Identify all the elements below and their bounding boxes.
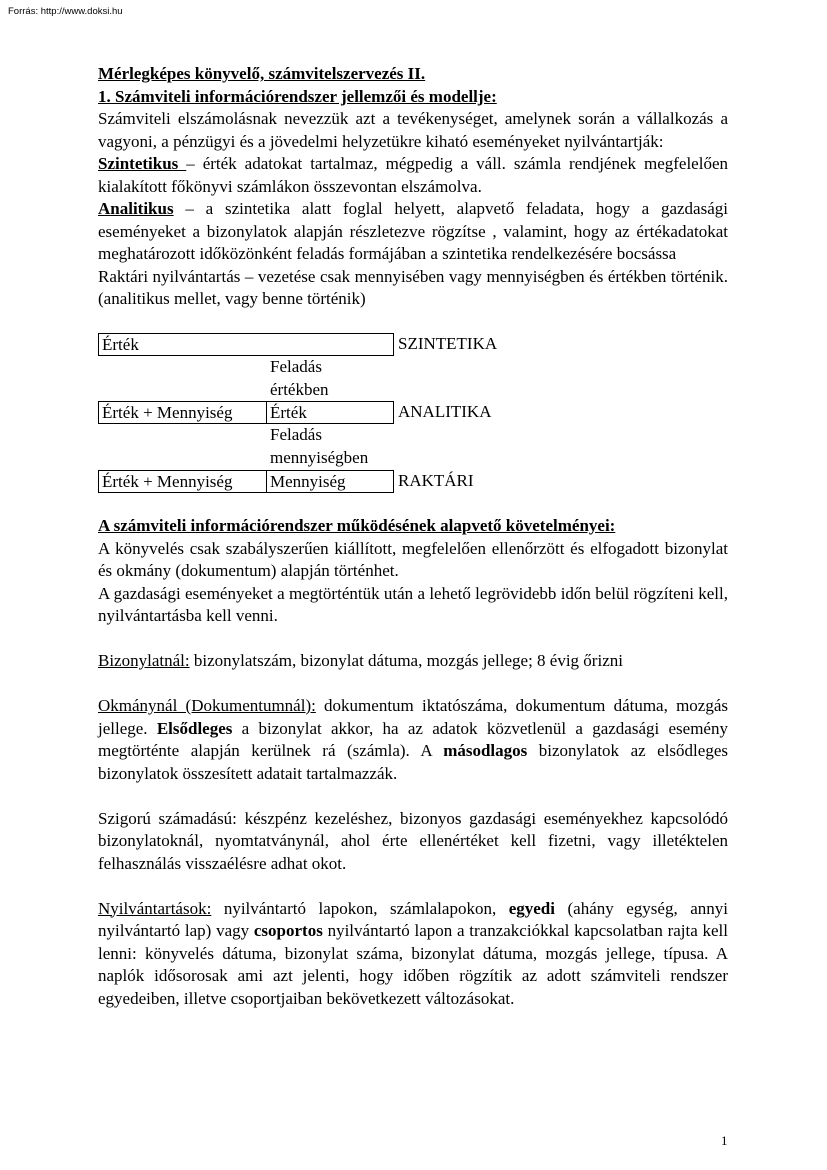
bizonylat-text: bizonylatszám, bizonylat dátuma, mozgás jellege; 8 évig őrizni xyxy=(189,651,623,670)
masodlagos-term: másodlagos xyxy=(443,741,528,760)
szintetikus-text: – érték adatokat tartalmaz, mégpedig a váll. számla rendjének megfelelően kialakított főkönyvi számlákon összevontan elszámolva. xyxy=(98,154,728,196)
szintetikus-term: Szintetikus xyxy=(98,154,187,173)
bizonylat-term: Bizonylatnál: xyxy=(98,651,190,670)
analitika-left-box: Érték + Mennyiség xyxy=(98,401,267,424)
analitikus-term: Analitikus xyxy=(98,199,174,218)
raktari-label: RAKTÁRI xyxy=(398,471,474,490)
nyilvantartasok-paragraph xyxy=(98,898,728,1011)
nyilv-text-3: nyilvántartó lapon a tranzakciókkal kapcsolatban rajta kell lenni: könyvelés dátuma, bizonylat száma, bizonylat dátuma, mozgás jellege, típusa. A naplók idősorosak ami azt jelenti, hogy időben rögzítik az adott számviteli rendszer egyedeiben, illetve csoportjaiban bekövetkezett változásokat. xyxy=(98,921,729,1008)
nyilvantartasok-term: Nyilvántartások: xyxy=(98,898,212,918)
feladas-ertekben-line1: Feladás xyxy=(270,357,322,376)
document-title: Mérlegképes könyvelő, számvitelszervezés II. xyxy=(98,64,426,83)
elsodleges-term: Elsődleges xyxy=(156,718,233,738)
okmany-text-3: bizonylatok az elsődleges bizonylatok összesített adatait tartalmazzák. xyxy=(98,741,728,783)
feladas-mennyisegben-line1: Feladás xyxy=(270,425,322,444)
feladas-ertekben-line2: értékben xyxy=(270,379,329,399)
csoportos-term: csoportos xyxy=(253,921,323,940)
egyedi-term: egyedi xyxy=(508,898,555,918)
bizonylat-paragraph xyxy=(98,650,728,673)
analitika-right-box: Érték xyxy=(266,401,394,424)
raktari-paragraph: Raktári nyilvántartás – vezetése csak mennyisében vagy mennyiségben és értékben történik.(analitikus mellet, vagy benne történik) xyxy=(98,266,728,308)
nyilv-text-2: (ahány egység, annyi nyilvántartó lap) vagy xyxy=(98,898,728,940)
intro-paragraph: Számviteli elszámolásnak nevezzük azt a tevékenységet, amelynek során a vállalkozás a vagyoni, a pénzügyi és a jövedelmi helyzetükre kiható eseményeket nyilvántartják: xyxy=(98,109,728,151)
szintetikus-paragraph xyxy=(98,153,728,198)
analitikus-text: – a szintetika alatt foglal helyett, alapvető feladata, hogy a gazdasági eseményeket a bizonylatok alapján részletezve rögzítse , valamint, hogy az értékadatokat meghatározott időközönként feladás formájában a szintetika rendelkezésére bocsássa xyxy=(98,199,728,263)
szintetika-value-box: Érték xyxy=(98,333,394,356)
okmany-text-1: dokumentum iktatószáma, dokumentum dátuma, mozgás jellege. xyxy=(98,696,728,738)
source-url: Forrás: http://www.doksi.hu xyxy=(8,6,123,17)
raktari-right-box: Mennyiség xyxy=(266,470,394,493)
section1-heading: 1. Számviteli információrendszer jellemzői és modellje: xyxy=(98,86,497,106)
analitikus-paragraph xyxy=(98,198,728,266)
section2-heading: A számviteli információrendszer működésének alapvető követelményei: xyxy=(98,516,616,535)
analitika-label: ANALITIKA xyxy=(398,402,492,421)
ledger-diagram xyxy=(98,333,728,515)
okmany-term: Okmánynál (Dokumentumnál): xyxy=(98,696,316,715)
szintetika-label: SZINTETIKA xyxy=(398,334,498,353)
okmany-text-2: a bizonylat akkor, ha az adatok közvetlenül a gazdasági esemény megtörténte alapján kerülnek rá (számla). A xyxy=(98,718,728,760)
nyilv-text-1: nyilvántartó lapokon, számlalapokon, xyxy=(211,898,509,918)
feladas-mennyisegben-line2: mennyiségben xyxy=(270,447,369,467)
szigoru-paragraph: Szigorú számadású: készpénz kezeléshez, bizonyos gazdasági eseményekhez kapcsolódó bizonylatoknál, nyomtatványnál, ahol érte ellenértéket kell fizetni, vagy illetéktelen felhasználás visszaélésre adhat okot. xyxy=(98,808,728,873)
page-number: 1 xyxy=(721,1133,728,1148)
raktari-left-box: Érték + Mennyiség xyxy=(98,470,267,493)
document-body xyxy=(98,63,728,1010)
okmany-paragraph xyxy=(98,695,728,785)
requirement-paragraph-1: A könyvelés csak szabályszerűen kiállított, megfelelően ellenőrzött és elfogadott bizonylat és okmány (dokumentum) alapján történhet. xyxy=(98,538,728,580)
requirement-paragraph-2: A gazdasági eseményeket a megtörténtük után a lehető legrövidebb időn belül rögzíteni kell, nyilvántartásba kell venni. xyxy=(98,583,728,625)
